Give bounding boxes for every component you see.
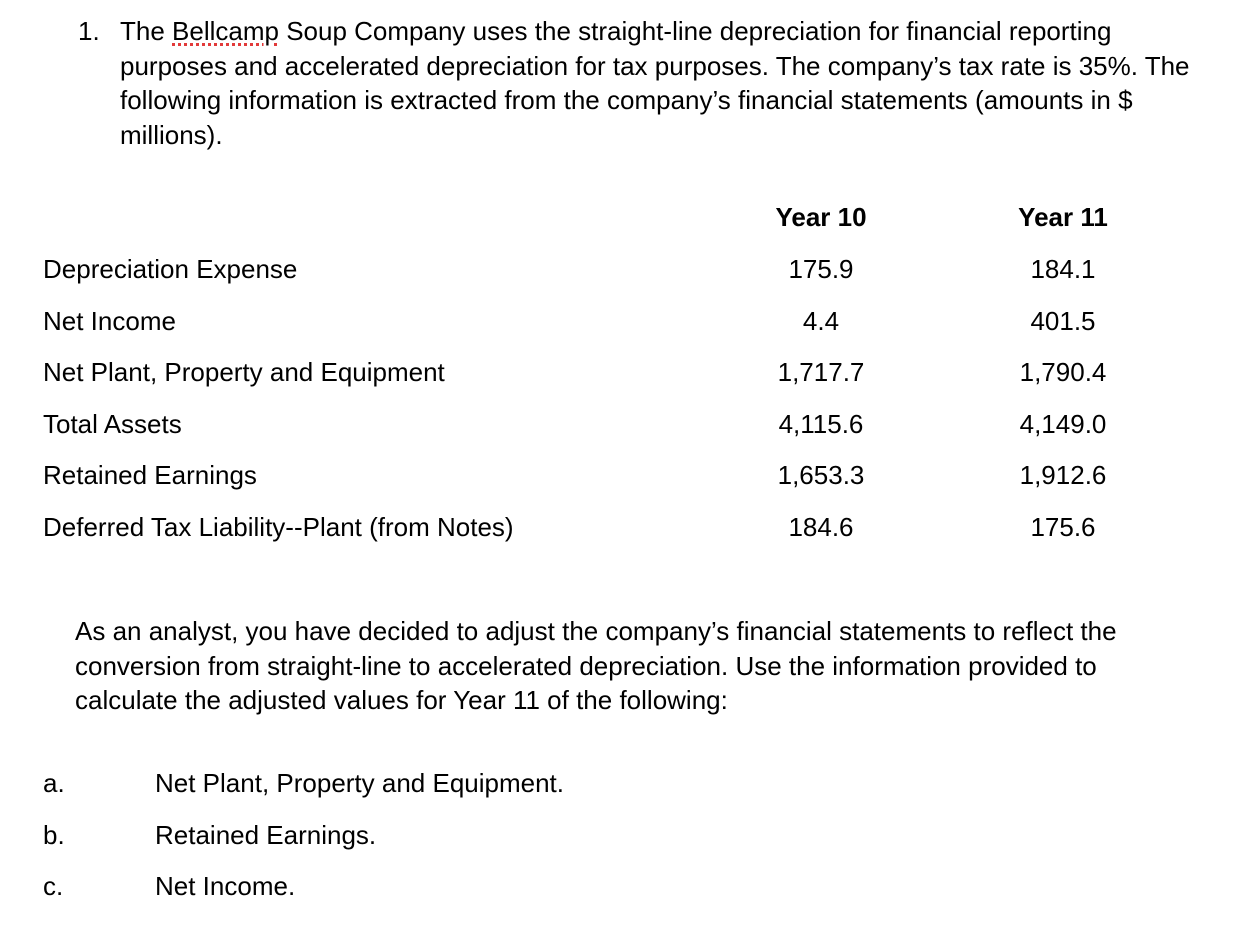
value-net-income-y11: 401.5 [1030, 306, 1096, 336]
value-total-assets-y10: 4,115.6 [778, 409, 864, 439]
row-label-net-income: Net Income [43, 306, 176, 336]
question-intro [120, 14, 1210, 152]
row-label-deferred-tax: Deferred Tax Liability--Plant (from Notes) [43, 512, 514, 542]
value-deferred-tax-y10: 184.6 [788, 512, 854, 542]
item-letter-c: c. [43, 871, 64, 901]
item-letter-a: a. [43, 768, 65, 798]
row-label-total-assets: Total Assets [43, 409, 182, 439]
item-text-a: Net Plant, Property and Equipment. [155, 768, 565, 798]
value-deferred-tax-y11: 175.6 [1030, 512, 1096, 542]
value-depreciation-y11: 184.1 [1030, 254, 1096, 284]
column-header-year-10: Year 10 [775, 202, 867, 232]
row-label-retained-earnings: Retained Earnings [43, 460, 257, 490]
value-total-assets-y11: 4,149.0 [1019, 409, 1107, 439]
row-label-net-ppe: Net Plant, Property and Equipment [43, 357, 445, 387]
value-net-income-y10: 4.4 [802, 306, 840, 336]
value-net-ppe-y11: 1,790.4 [1019, 357, 1107, 387]
item-letter-b: b. [43, 820, 65, 850]
company-name-spellcheck: Bellcamp [172, 16, 279, 46]
question-number: 1. [78, 16, 100, 46]
row-label-depreciation-expense: Depreciation Expense [43, 254, 298, 284]
analyst-instructions: As an analyst, you have decided to adjust the company’s financial statements to reflect the conversion from straight-line to accelerated depreciation. Use the information provided to calculate the adjusted values for Year 11 of the following: [75, 616, 1117, 715]
intro-before: The [120, 16, 173, 46]
item-text-b: Retained Earnings. [155, 820, 377, 850]
column-header-year-11: Year 11 [1018, 202, 1108, 232]
value-net-ppe-y10: 1,717.7 [777, 357, 865, 387]
value-retained-earnings-y11: 1,912.6 [1019, 460, 1107, 490]
value-retained-earnings-y10: 1,653.3 [777, 460, 865, 490]
value-depreciation-y10: 175.9 [788, 254, 854, 284]
intro-after: Soup Company uses the straight-line depreciation for financial reporting purposes and accelerated depreciation for tax purposes. The company’s tax rate is 35%. The following information is extracted from the company’s financial statements (amounts in $ millions). [120, 16, 1190, 150]
item-text-c: Net Income. [155, 871, 296, 901]
